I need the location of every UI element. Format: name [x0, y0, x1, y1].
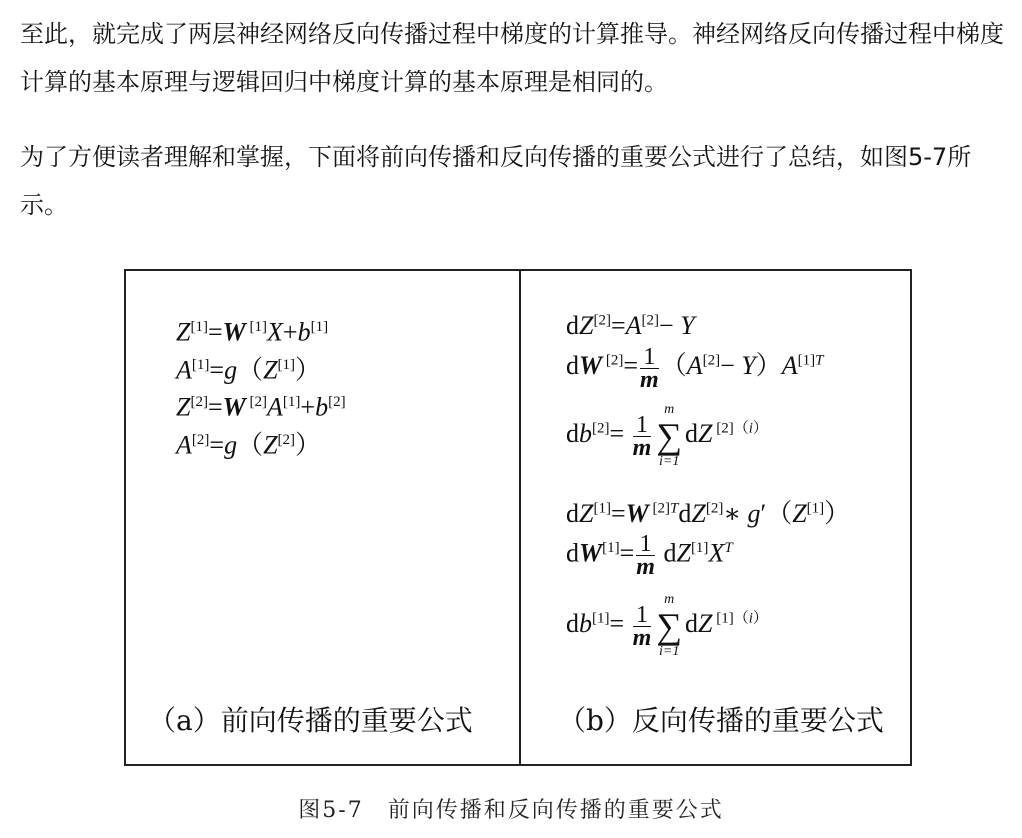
- backward-eq-2: dW [2]= $\frac{1}{m}$ $(A[2]- Y)A^{[1]T}$: [566, 343, 824, 393]
- forward-equations: [176, 311, 346, 462]
- forward-eq-3: Z[2]=W [2]A[1]+b[2]: [176, 392, 346, 422]
- backward-eq-4: dZ[1]=W $^{[2]T}$dZ[2]∗ g′（Z[1]）: [566, 499, 851, 528]
- panel-a-caption: （a）前向传播的重要公式: [148, 704, 473, 737]
- backward-eq-6: db[1]= $\frac{1}{m}$ m ∑ i=1 dZ $^{[1](i)}$: [566, 592, 768, 659]
- forward-eq-2: A[1]=g（Z[1]）: [176, 355, 322, 385]
- backward-eq-3: db[2]= $\frac{1}{m}$ m ∑ i=1 dZ $^{[2](i)}$: [566, 402, 768, 469]
- body-paragraph-1: 至此，就完成了两层神经网络反向传播过程中梯度的计算推导。神经网络反向传播过程中梯度计算的基本原理与逻辑回归中梯度计算的基本原理是相同的。: [20, 20, 1004, 96]
- panel-divider: [519, 271, 521, 764]
- body-paragraph-2: 为了方便读者理解和掌握，下面将前向传播和反向传播的重要公式进行了总结，如图5-7所示。: [20, 143, 972, 219]
- panel-b-caption: （b）反向传播的重要公式: [558, 704, 884, 737]
- fraction-one-over-m: $\frac{1}{m}$: [632, 411, 652, 461]
- formula-figure: [124, 269, 912, 766]
- figure-caption: 图5-7 前向传播和反向传播的重要公式: [298, 798, 724, 823]
- forward-eq-1: Z[1]=W [1]X+b[1]: [176, 317, 329, 347]
- backward-eq-1: dZ[2]=A[2]− Y: [566, 311, 695, 340]
- summation-symbol: m ∑ i=1: [656, 592, 683, 659]
- fraction-one-over-m: $\frac{1}{m}$: [636, 531, 655, 580]
- backward-eq-5: dW[1]= $\frac{1}{m}$ $dZ[1]X^T$: [566, 531, 733, 580]
- fraction-one-over-m: $\frac{1}{m}$: [640, 343, 659, 393]
- fraction-one-over-m: $\frac{1}{m}$: [632, 601, 652, 651]
- forward-eq-4: A[2]=g（Z[2]）: [176, 430, 322, 460]
- summation-symbol: m ∑ i=1: [656, 402, 683, 469]
